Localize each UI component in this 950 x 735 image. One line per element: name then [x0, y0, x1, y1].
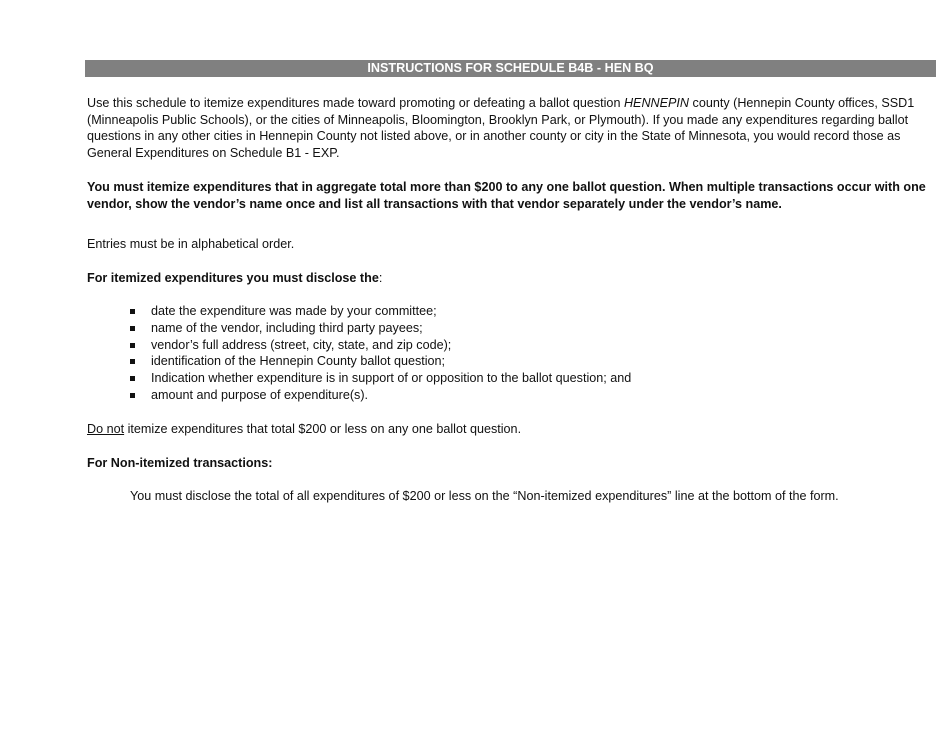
do-not-underlined: Do not — [87, 422, 125, 436]
county-name-italic: HENNEPIN — [623, 96, 690, 110]
bullet-square-icon — [130, 326, 135, 331]
list-item-text: name of the vendor, including third party payees; — [151, 320, 423, 335]
page-title: INSTRUCTIONS FOR SCHEDULE B4B - HEN BQ — [85, 60, 936, 77]
list-item-text: identification of the Hennepin County ballot question; — [151, 354, 446, 369]
disclosure-heading-colon: : — [378, 271, 383, 285]
list-item — [130, 353, 631, 370]
alphabetical-order-note: Entries must be in alphabetical order. — [87, 237, 295, 251]
bullet-square-icon — [130, 376, 135, 381]
list-item — [130, 320, 631, 337]
disclosure-heading-text: For itemized expenditures you must disclose the — [87, 271, 379, 285]
non-itemized-heading: For Non-itemized transactions: — [87, 456, 273, 470]
bullet-square-icon — [130, 359, 135, 364]
list-item-text: vendor’s full address (street, city, state, and zip code); — [151, 337, 452, 352]
bullet-square-icon — [130, 309, 135, 314]
do-not-itemize-note — [87, 421, 932, 438]
itemize-requirement-notice: You must itemize expenditures that in aggregate total more than $200 to any one ballot question. When multiple transactions occur with one vendor, show the vendor’s name once and list all transactions with that vendor separately under the vendor’s name. — [87, 180, 926, 211]
intro-text-start: Use this schedule to itemize expenditures made toward promoting or defeating a ballot question — [87, 96, 624, 110]
do-not-rest: itemize expenditures that total $200 or less on any one ballot question. — [124, 422, 522, 436]
list-item — [130, 337, 631, 354]
list-item-text: amount and purpose of expenditure(s). — [151, 387, 369, 402]
list-item — [130, 303, 631, 320]
bullet-square-icon — [130, 393, 135, 398]
list-item-text: Indication whether expenditure is in support of or opposition to the ballot question; and — [151, 371, 632, 386]
intro-paragraph — [87, 95, 932, 162]
list-item-text: date the expenditure was made by your committee; — [151, 304, 437, 318]
intro-text-end: county (Hennepin County offices, SSD1 (Minneapolis Public Schools), or the cities of Minneapolis, Bloomington, Brooklyn Park, or Plymouth). If you made any expenditures regarding ballot questions in any other cities in Hennepin County not listed above, or in another county or city in the State of Minnesota, you would record those as General Expenditures on Schedule B1 - EXP. — [87, 96, 915, 161]
disclosure-list — [130, 303, 631, 404]
disclosure-heading — [87, 270, 932, 287]
list-item — [130, 370, 631, 387]
bullet-square-icon — [130, 343, 135, 348]
list-item — [130, 387, 631, 404]
non-itemized-text: You must disclose the total of all expenditures of $200 or less on the “Non-itemized expenditures” line at the bottom of the form. — [130, 489, 839, 503]
